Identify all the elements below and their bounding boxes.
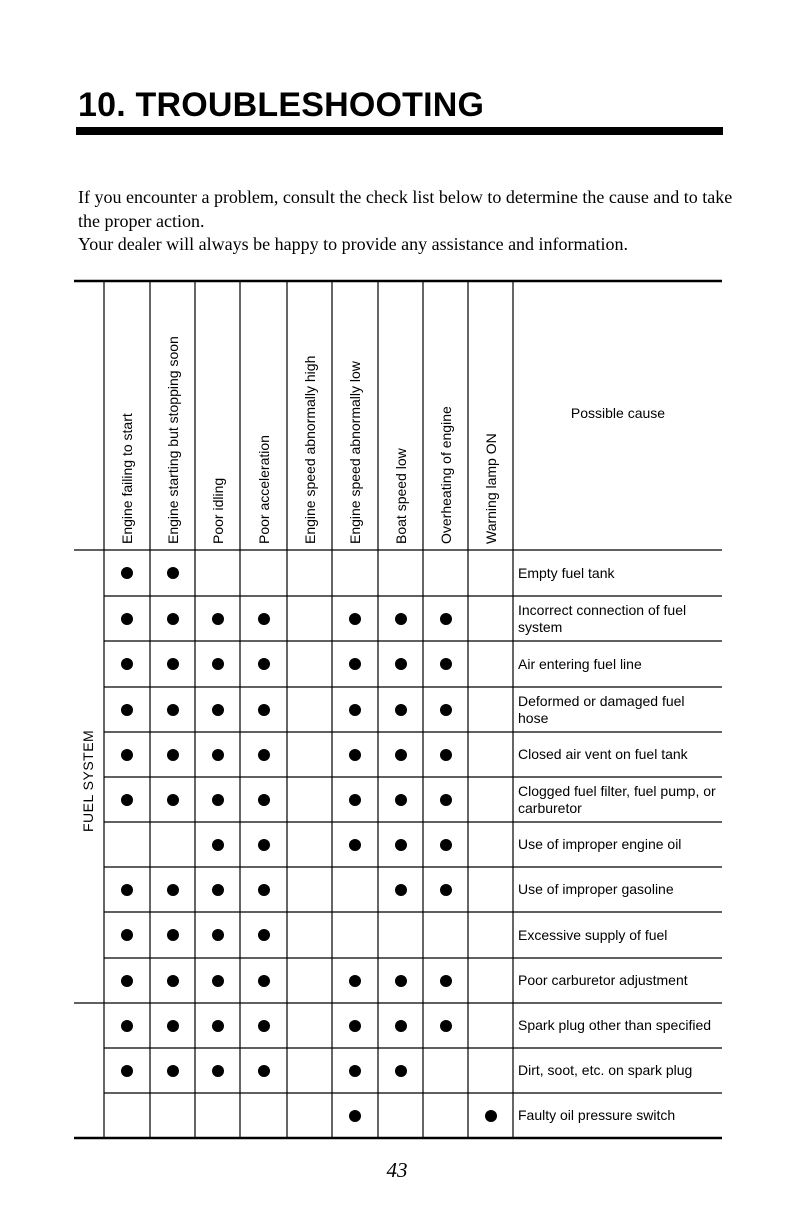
symptom-mark-dot	[167, 658, 179, 670]
symptom-mark-dot	[212, 749, 224, 761]
symptom-mark-dot	[212, 975, 224, 987]
page-number: 43	[386, 1158, 408, 1182]
column-header: Overheating of engine	[437, 406, 454, 544]
symptom-mark-dot	[167, 1065, 179, 1077]
symptom-mark-dot	[167, 794, 179, 806]
symptom-mark-dot	[212, 794, 224, 806]
symptom-mark-dot	[121, 884, 133, 896]
symptom-mark-dot	[258, 975, 270, 987]
symptom-mark-dot	[258, 704, 270, 716]
symptom-mark-dot	[258, 929, 270, 941]
symptom-mark-dot	[258, 884, 270, 896]
symptom-mark-dot	[395, 704, 407, 716]
symptom-mark-dot	[258, 749, 270, 761]
symptom-mark-dot	[121, 1020, 133, 1032]
possible-cause-text: Empty fuel tank	[518, 564, 615, 581]
symptom-mark-dot	[440, 1020, 452, 1032]
symptom-mark-dot	[349, 975, 361, 987]
possible-cause-text: Use of improper gasoline	[518, 881, 674, 897]
symptom-mark-dot	[349, 794, 361, 806]
symptom-mark-dot	[258, 1065, 270, 1077]
symptom-mark-dot	[440, 704, 452, 716]
possible-cause-text: Air entering fuel line	[518, 655, 642, 672]
symptom-mark-dot	[212, 929, 224, 941]
column-header: Poor idling	[209, 477, 226, 544]
symptom-mark-dot	[121, 1065, 133, 1077]
symptom-mark-dot	[167, 749, 179, 761]
symptom-mark-dot	[212, 704, 224, 716]
symptom-mark-dot	[440, 975, 452, 987]
symptom-mark-dot	[121, 704, 133, 716]
page-title: 10. TROUBLESHOOTING	[78, 86, 485, 124]
symptom-mark-dot	[349, 749, 361, 761]
symptom-mark-dot	[258, 1020, 270, 1032]
symptom-mark-dot	[440, 658, 452, 670]
column-header: Poor acceleration	[255, 435, 272, 544]
symptom-mark-dot	[212, 1065, 224, 1077]
symptom-mark-dot	[349, 839, 361, 851]
symptom-mark-dot	[258, 613, 270, 625]
possible-cause-text: Faulty oil pressure switch	[518, 1107, 676, 1123]
symptom-mark-dot	[349, 704, 361, 716]
symptom-mark-dot	[121, 929, 133, 941]
possible-cause-text: Excessive supply of fuel	[518, 926, 668, 943]
symptom-mark-dot	[212, 658, 224, 670]
symptom-mark-dot	[395, 1020, 407, 1032]
column-header: Engine speed abnormally low	[347, 361, 363, 544]
symptom-mark-dot	[349, 1110, 361, 1122]
symptom-mark-dot	[121, 794, 133, 806]
possible-cause-text: Closed air vent on fuel tank	[518, 746, 688, 762]
column-header: Engine starting but stopping soon	[164, 336, 181, 544]
symptom-mark-dot	[349, 1065, 361, 1077]
symptom-mark-dot	[395, 749, 407, 761]
symptom-mark-dot	[440, 884, 452, 896]
symptom-mark-dot	[167, 704, 179, 716]
symptom-mark-dot	[167, 975, 179, 987]
symptom-mark-dot	[167, 567, 179, 579]
symptom-mark-dot	[212, 839, 224, 851]
symptom-mark-dot	[167, 929, 179, 941]
possible-cause-text: Clogged fuel filter, fuel pump, or carburetor	[518, 782, 716, 816]
symptom-mark-dot	[121, 658, 133, 670]
possible-cause-text: Spark plug other than specified	[518, 1017, 712, 1033]
symptom-mark-dot	[349, 658, 361, 670]
column-header: Warning lamp ON	[482, 433, 499, 544]
symptom-mark-dot	[485, 1110, 497, 1122]
column-header: Boat speed low	[392, 448, 409, 544]
possible-cause-header: Possible cause	[570, 405, 666, 421]
symptom-mark-dot	[395, 839, 407, 851]
symptom-mark-dot	[258, 794, 270, 806]
possible-cause-text: Incorrect connection of fuel system	[518, 601, 687, 635]
symptom-mark-dot	[212, 613, 224, 625]
symptom-mark-dot	[349, 1020, 361, 1032]
symptom-mark-dot	[395, 613, 407, 625]
symptom-mark-dot	[395, 975, 407, 987]
symptom-mark-dot	[258, 839, 270, 851]
possible-cause-text: Use of improper engine oil	[518, 836, 682, 852]
column-header: Engine failing to start	[119, 413, 135, 544]
symptom-mark-dot	[440, 839, 452, 851]
symptom-mark-dot	[212, 884, 224, 896]
symptom-mark-dot	[395, 1065, 407, 1077]
possible-cause-text: Dirt, soot, etc. on spark plug	[518, 1062, 693, 1078]
intro-paragraph: Your dealer will always be happy to provide any assistance and information.	[78, 234, 629, 254]
symptom-mark-dot	[349, 613, 361, 625]
column-header: Engine speed abnormally high	[301, 355, 318, 544]
symptom-mark-dot	[440, 749, 452, 761]
symptom-mark-dot	[212, 1020, 224, 1032]
symptom-mark-dot	[440, 613, 452, 625]
symptom-mark-dot	[395, 884, 407, 896]
symptom-mark-dot	[121, 613, 133, 625]
symptom-mark-dot	[167, 884, 179, 896]
symptom-mark-dot	[440, 794, 452, 806]
group-label-fuel-system: FUEL SYSTEM	[80, 729, 96, 832]
symptom-mark-dot	[167, 613, 179, 625]
symptom-mark-dot	[395, 794, 407, 806]
possible-cause-text: Deformed or damaged fuel hose	[518, 692, 685, 726]
symptom-mark-dot	[167, 1020, 179, 1032]
symptom-mark-dot	[121, 567, 133, 579]
symptom-mark-dot	[121, 749, 133, 761]
symptom-mark-dot	[258, 658, 270, 670]
symptom-mark-dot	[395, 658, 407, 670]
intro-paragraph: If you encounter a problem, consult the check list below to determine the cause and to take the proper action.	[78, 187, 733, 231]
possible-cause-text: Poor carburetor adjustment	[518, 972, 688, 988]
symptom-mark-dot	[121, 975, 133, 987]
